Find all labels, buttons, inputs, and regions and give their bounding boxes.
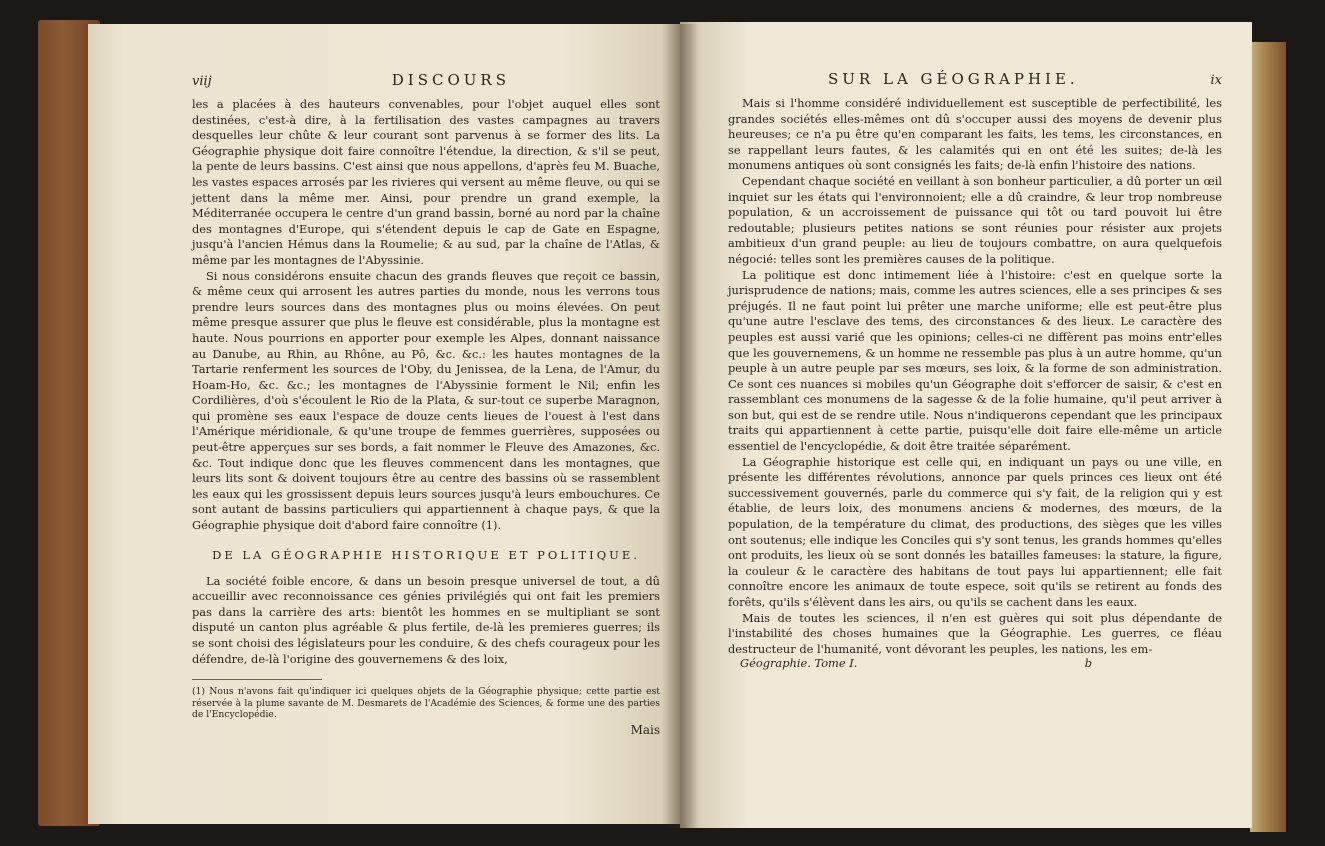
signature-mark: b xyxy=(1084,656,1092,671)
paragraph: La Géographie historique est celle qui, en indiquant un pays ou une ville, en présente les différentes révolutions, annonce par quels princes ces lieux ont été successivement gouvernés, parle du commerce qui s'y fait, de la religion qui y est établie, de leurs loix, des monumens anciens & modernes, des mœurs, de la population, de la température du climat, des productions, des sièges que les villes ont soutenus; elle indique les Conciles qui s'y sont tenus, les grands hommes qu'elles ont produits, les lieux où se sont donnés les batailles fameuses: la stature, la figure, la couleur & le caractère des habitans de tout pays lui appartiennent; elle fait connoître encore les animaux de toute espece, soit qu'ils se retirent au fonds des forêts, qu'ils s'élèvent dans les airs, ou qu'ils se cachent dans les eaux. xyxy=(728,454,1222,609)
footnote-rule xyxy=(192,679,322,680)
left-page xyxy=(88,24,680,824)
right-page-header xyxy=(728,70,1222,96)
left-folio: viij xyxy=(192,74,212,89)
catchword: Mais xyxy=(630,722,660,737)
footnote: (1) Nous n'avons fait qu'indiquer ici quelques objets de la Géographie physique; cette partie est réservée à la plume savante de M. Desmarets de l'Académie des Sciences, & forme une des parties de l'Encyclopédie. xyxy=(192,686,660,721)
right-running-head: SUR LA GÉOGRAPHIE. xyxy=(828,70,1079,88)
paragraph: les a placées à des hauteurs convenables, pour l'objet auquel elles sont destinées, c'est-à dire, à la fertilisation des vastes campagnes au travers desquelles leur chûte & leur courant sont parvenus à se former des lits. La Géographie physique doit faire connoître l'étendue, la direction, & s'il se peut, la pente de leurs bassins. C'est ainsi que nous appellons, d'après feu M. Buache, les vastes espaces arrosés par les rivieres qui versent au même fleuve, ou qui se jettent dans la même mer. Ainsi, pour prendre un grand exemple, la Méditerranée occupera le centre d'un grand bassin, borné au nord par la chaîne des montagnes d'Europe, qui s'étendent depuis le cap de Gate en Espagne, jusqu'à l'ancien Hémus dans la Roumelie; & au sud, par la chaîne de l'Atlas, & même par les montagnes de l'Abyssinie. xyxy=(192,97,660,267)
left-running-head: DISCOURS xyxy=(391,71,510,89)
paragraph: Si nous considérons ensuite chacun des grands fleuves que reçoit ce bassin, & même ceux qui arrosent les autres parties du monde, nous les verrons tous prendre leurs sources dans des montagnes plus ou moins élevées. On peut même presque assurer que plus le fleuve est considérable, plus la montagne est haute. Nous pourrions en apporter pour exemple les Alpes, donnant naissance au Danube, au Rhin, au Rhône, au Pô, &c. &c.: les hautes montagnes de la Tartarie renferment les sources de l'Oby, du Jenissea, de la Lena, de l'Amur, du Hoam-Ho, &c. &c.; les montagnes de l'Abyssinie forment le Nil; enfin les Cordilières, d'où s'écoulent le Rio de la Plata, & sur-tout ce superbe Maragnon, qui promène ses eaux l'espace de douze cents lieues de l'ouest à l'est dans l'Amérique méridionale, & qu'une troupe de femmes guerrières, supposées ou peut-être apperçues sur ses bords, a fait nommer le Fleuve des Amazones, &c. &c. Tout indique donc que les fleuves commencent dans les montagnes, que leurs lits sont & doivent toujours être au centre des bassins où se rassemblent les eaux qui les grossissent depuis leurs sources jusqu'à leurs embouchures. Ce sont autant de bassins particuliers qui appartiennent à chaque pays, & que la Géographie physique doit d'abord faire connoître (1). xyxy=(192,268,660,533)
paragraph: La politique est donc intimement liée à l'histoire: c'est en quelque sorte la jurisprudence de nations; mais, comme les autres sciences, elle a ses principes & ses préjugés. Il ne faut point lui prêter une marche uniforme; elle est peut-être plus qu'une autre l'esclave des tems, des circonstances & des lieux. Le caractère des peuples est aussi varié que les opinions; celles-ci ne diffèrent pas moins entr'elles que les gouvernemens, & un homme ne ressemble pas plus à un autre homme, qu'un peuple à un autre peuple par ses mœurs, ses loix, & la forme de son administration. Ce sont ces nuances si mobiles qu'un Géographe doit s'efforcer de saisir, & c'est en rassemblant ces monumens de la sagesse & de la folie humaine, qu'il peut arriver à son but, qui est de se rendre utile. Nous n'indiquerons cependant que les principaux traits qui appartiennent à cette partie, puisqu'elle doit faire elle-même un article essentiel de l'encyclopédie, & doit être traitée séparément. xyxy=(728,267,1222,454)
signature-line xyxy=(728,656,1222,670)
left-page-header xyxy=(192,71,660,97)
left-body-text xyxy=(192,97,660,534)
book-cover-right xyxy=(1250,42,1286,832)
paragraph: Mais de toutes les sciences, il n'en est guères qui soit plus dépendante de l'instabilité des choses humaines que la Géographie. Les guerres, ce fléau destructeur de l'humanité, vont dévorant les peuples, les nations, les em- xyxy=(728,610,1222,656)
right-body-text xyxy=(728,96,1222,657)
right-folio: ix xyxy=(1210,73,1222,88)
paragraph: La société foible encore, & dans un besoin presque universel de tout, a dû accueillir avec reconnoissance ces génies privilégiés qui ont fait les premiers pas dans la carrière des arts: bientôt les hommes en se multipliant se sont disputé un canton plus agréable & plus fertile, de-là les premieres guerres; ils se sont choisi des législateurs pour les conduire, & des chefs courageux pour les défendre, de-là l'origine des gouvernemens & des loix, xyxy=(192,573,660,666)
left-section-text xyxy=(192,574,660,668)
right-page xyxy=(680,22,1252,828)
paragraph: Cependant chaque société en veillant à son bonheur particulier, a dû porter un œil inquiet sur les états qui l'environnoient; elle a dû craindre, & leur trop nombreuse population, & un accroissement de puissance qui tôt ou tard pouvoit lui être redoutable; plusieurs petites nations se sont réunies pour résister aux projets ambitieux d'un grand peuple: au lieu de toujours combattre, on aura quelquefois négocié: telles sont les premières causes de la politique. xyxy=(728,173,1222,266)
signature-title: Géographie. Tome I. xyxy=(740,656,858,671)
paragraph: Mais si l'homme considéré individuellement est susceptible de perfectibilité, les grandes sociétés elles-mêmes ont dû s'occuper aussi des moyens de devenir plus heureuses; ce n'a pu être qu'en comparant les faits, les tems, les circonstances, en se rappellant leurs fautes, & les calamités qui en ont été les suites; de-là les monumens antiques où sont consignés les faits; de-là enfin l'histoire des nations. xyxy=(728,96,1222,173)
section-title: DE LA GÉOGRAPHIE HISTORIQUE ET POLITIQUE. xyxy=(212,547,640,562)
book-gutter xyxy=(662,24,700,828)
